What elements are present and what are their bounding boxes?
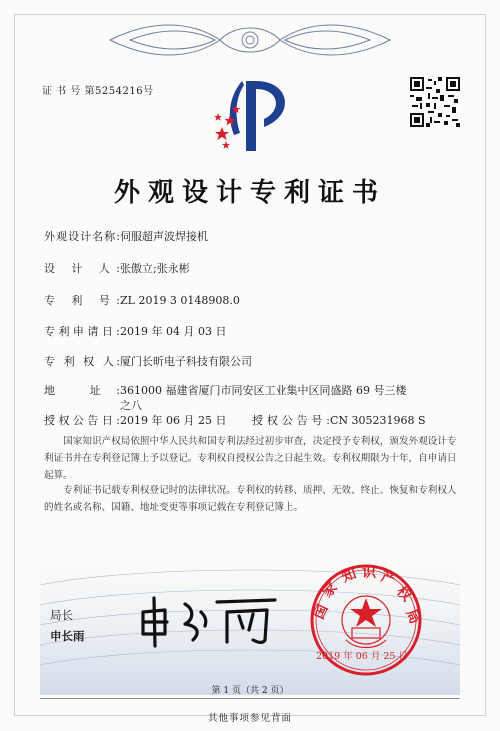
field-patentee <box>44 353 252 369</box>
field-value: 伺服超声波焊接机 <box>120 230 208 243</box>
field-value: 2019 年 06 月 25 日 <box>120 414 227 427</box>
svg-text:国: 国 <box>311 602 332 622</box>
svg-text:家: 家 <box>319 579 341 601</box>
certificate-number: 证 书 号 第5254216号 <box>42 86 154 97</box>
svg-text:产: 产 <box>378 568 398 589</box>
top-ornament <box>90 18 410 62</box>
field-patent-number <box>44 292 240 308</box>
field-label: 专 利 权 人: <box>44 355 120 368</box>
statement-paragraph-2: 专利证书记载专利权登记时的法律状况。专利权的转移、质押、无效、终止、恢复和专利权人的姓名或名称、国籍、地址变更等事项记载在专利登记簿上。 <box>44 485 457 513</box>
svg-text:知: 知 <box>339 565 359 586</box>
field-address-line2: 之八 <box>120 399 142 412</box>
field-value: 厦门长昕电子科技有限公司 <box>120 355 252 368</box>
director-signature <box>135 590 285 650</box>
field-label: 外观设计名称: <box>44 230 120 243</box>
seal-date: 2019 年 06 月 25 日 <box>316 651 408 662</box>
page-number: 第 1 页（共 2 页） <box>211 686 289 696</box>
footer-note: 其他事项参见背面 <box>207 713 292 724</box>
field-label: 设 计 人: <box>44 262 120 275</box>
field-value: 361000 福建省厦门市同安区工业集中区同盛路 69 号三楼 <box>120 384 407 397</box>
svg-text:局: 局 <box>402 606 423 627</box>
announcement-number <box>252 412 426 428</box>
field-value: CN 305231968 S <box>330 414 426 427</box>
svg-text:权: 权 <box>393 583 415 605</box>
qr-code <box>410 77 460 127</box>
field-label: 专利申请日: <box>44 325 120 338</box>
field-designer <box>44 260 190 276</box>
field-label: 地 址: <box>44 384 120 397</box>
field-label: 授权公告日: <box>44 414 120 427</box>
certificate-title: 外观设计专利证书 <box>113 178 386 208</box>
director-name: 申长雨 <box>50 629 85 643</box>
field-value: 2019 年 04 月 03 日 <box>120 325 227 338</box>
field-value: ZL 2019 3 0148908.0 <box>120 294 240 307</box>
footer-divider <box>40 698 460 699</box>
svg-text:识: 识 <box>362 565 376 581</box>
field-application-date <box>44 323 226 339</box>
official-seal <box>306 560 426 680</box>
field-design-name <box>44 228 208 244</box>
field-address <box>44 382 406 398</box>
field-label: 专 利 号: <box>44 294 120 307</box>
announcement-date <box>44 412 226 428</box>
field-value: 张傲立;张永彬 <box>120 262 190 275</box>
field-label: 授权公告号: <box>252 414 330 427</box>
patent-office-logo <box>212 75 298 155</box>
statement-paragraph-1: 国家知识产权局依照中华人民共和国专利法经过初步审查，决定授予专利权，颁发外观设计专利证书并在专利登记簿上予以登记。专利权自授权公告之日起生效。专利权期限为十年，自申请日起算。 <box>44 436 457 481</box>
director-title: 局长 <box>50 608 73 622</box>
